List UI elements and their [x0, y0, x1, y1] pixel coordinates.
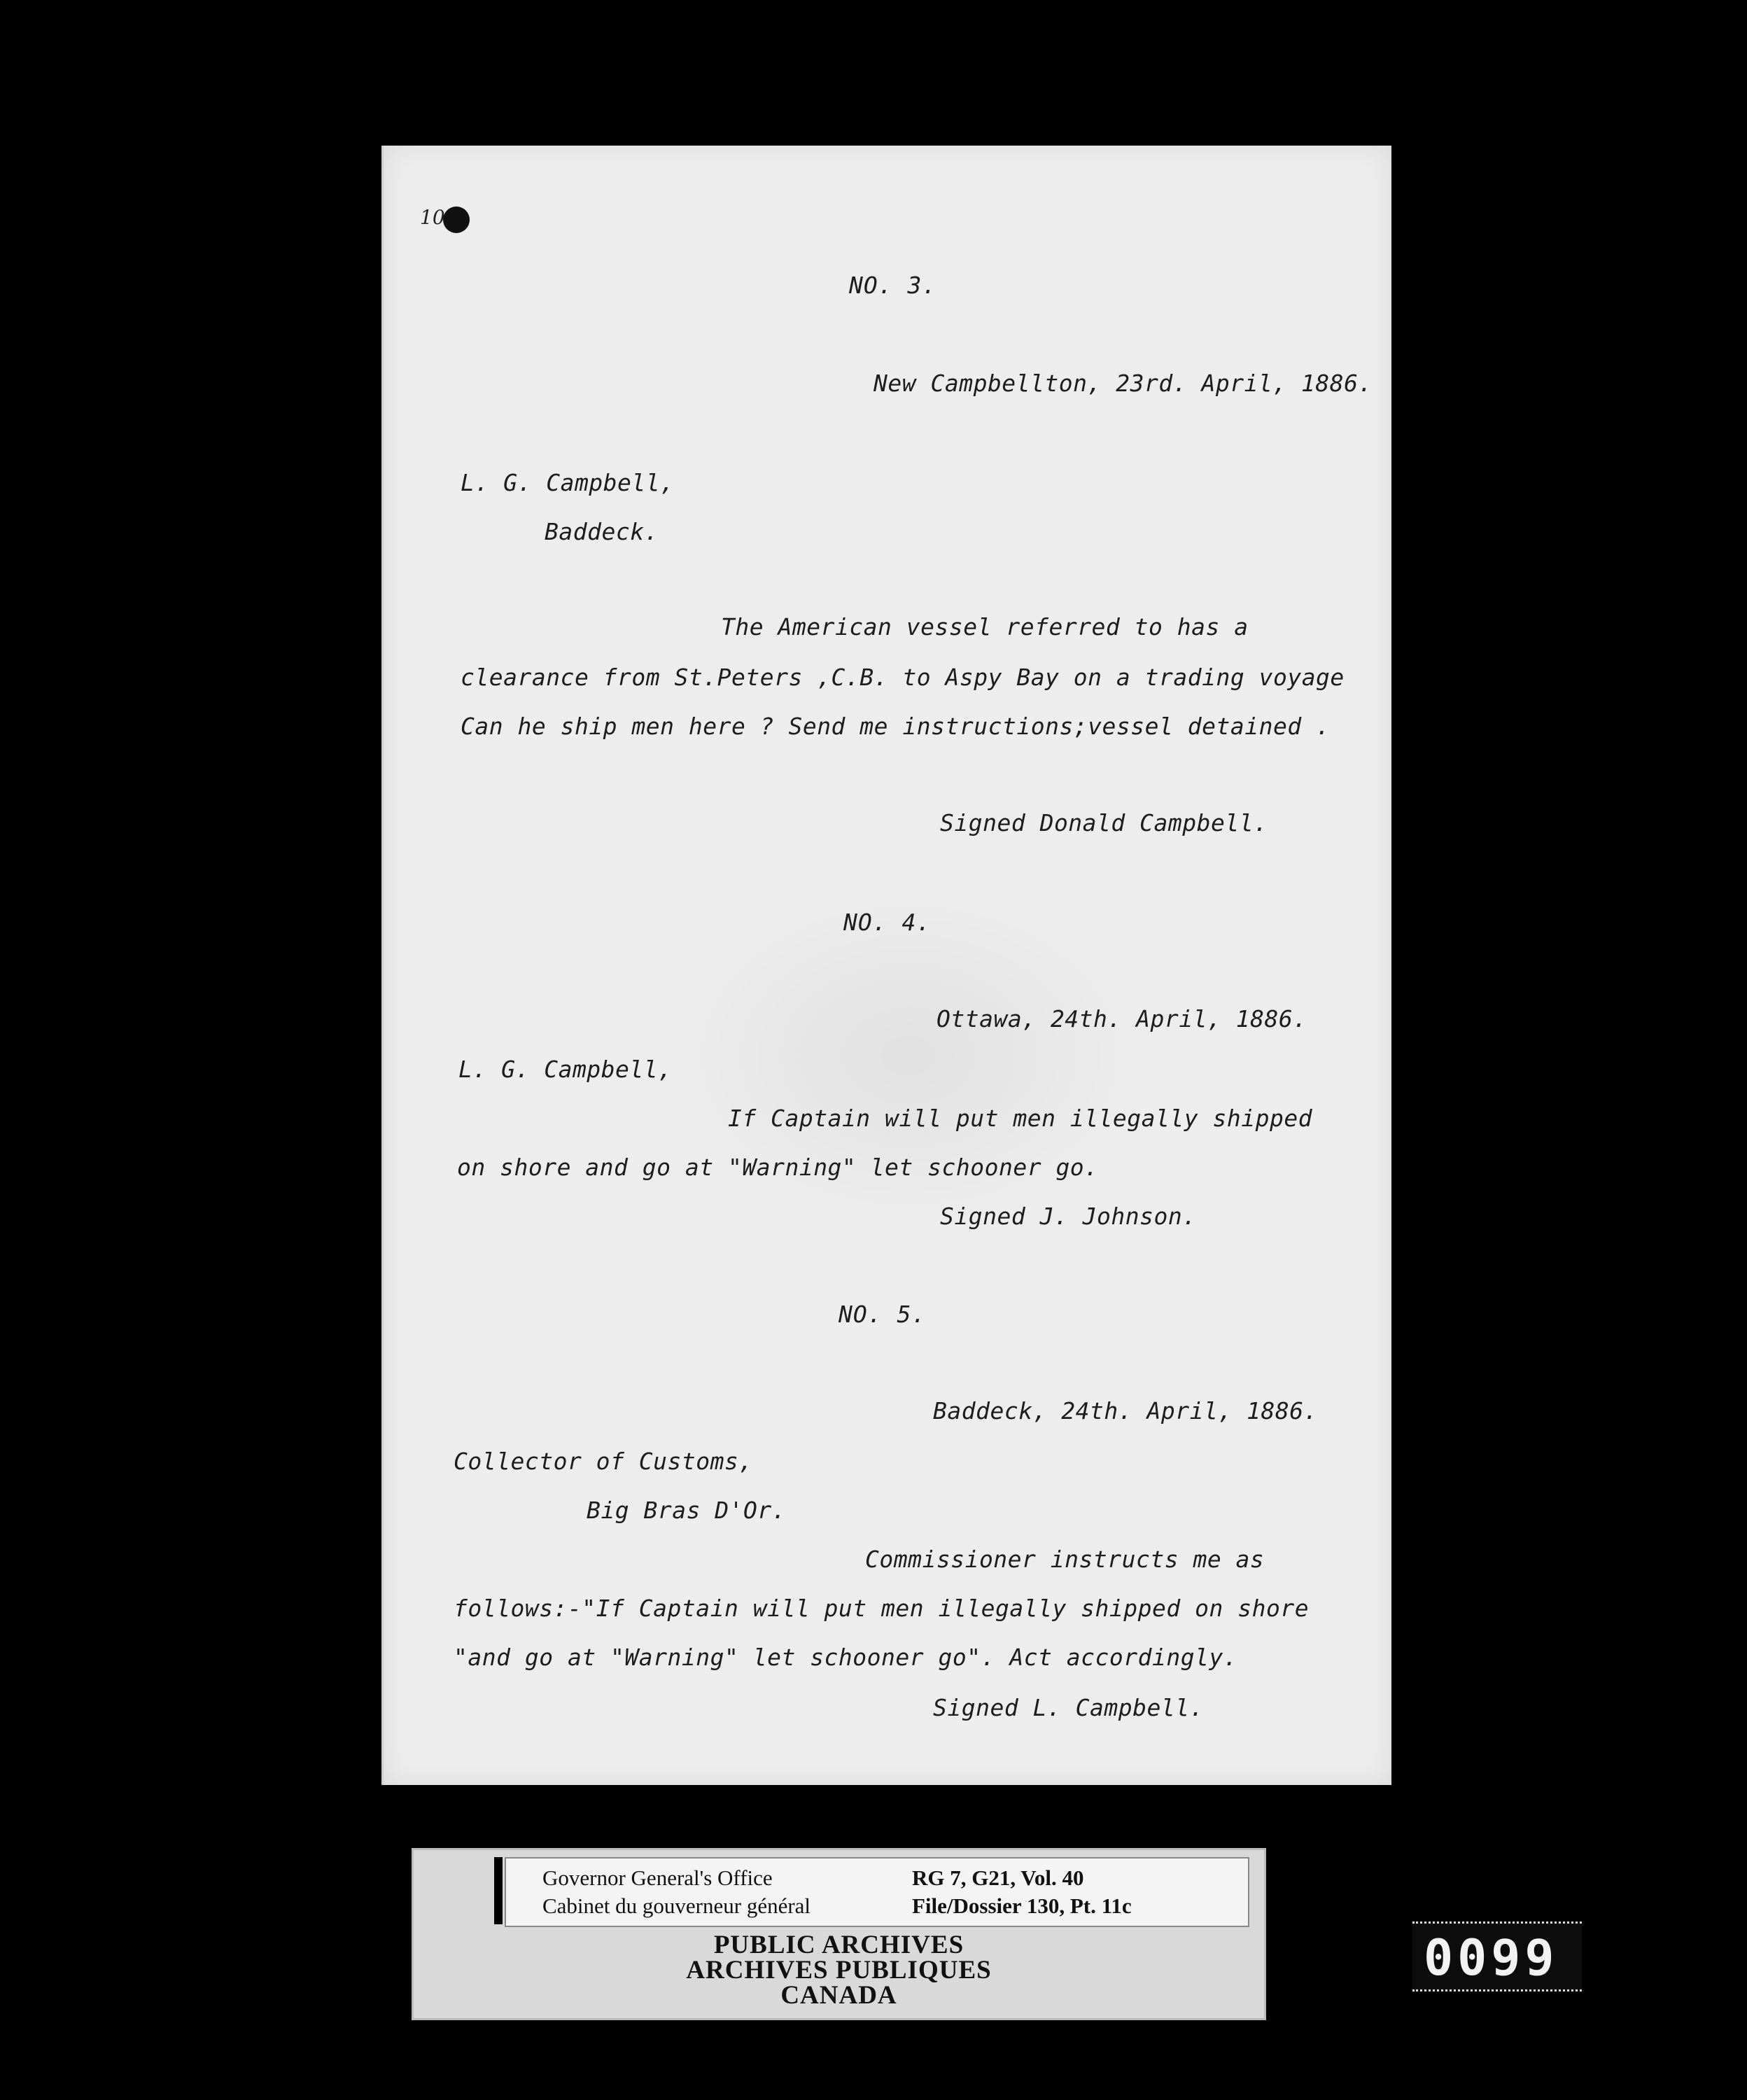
archive-reference-file: File/Dossier 130, Pt. 11c: [912, 1893, 1132, 1918]
frame-counter: [1412, 1921, 1582, 1991]
archive-reference-rg: RG 7, G21, Vol. 40: [912, 1865, 1084, 1890]
archive-name-french: ARCHIVES PUBLIQUES: [686, 1956, 992, 1984]
letter-5-body-line-1: Commissioner instructs me as: [865, 1546, 1265, 1573]
letter-4-body-line-2: on shore and go at "Warning" let schooner go.: [457, 1154, 1099, 1181]
archive-label: [412, 1848, 1266, 2020]
archive-country: CANADA: [780, 1981, 897, 2010]
letter-3-body-line-1: The American vessel referred to has a: [721, 613, 1249, 640]
letter-5-dateline: Baddeck, 24th. April, 1886.: [933, 1397, 1318, 1424]
letter-3-body-line-3: Can he ship men here ? Send me instructions;vessel detained .: [461, 713, 1331, 740]
margin-mark: 10: [420, 206, 445, 229]
frame-number: 0099: [1424, 1929, 1559, 1987]
office-french: Cabinet du gouverneur général: [542, 1893, 811, 1918]
letter-3-addressee: L. G. Campbell,: [461, 469, 675, 496]
office-english: Governor General's Office: [542, 1865, 773, 1890]
letter-5-heading: NO. 5.: [839, 1301, 927, 1328]
letter-4-dateline: Ottawa, 24th. April, 1886.: [936, 1005, 1307, 1032]
letter-3-place: Baddeck.: [545, 518, 659, 545]
letter-3-body-line-2: clearance from St.Peters ,C.B. to Aspy Bay on a trading voyage: [461, 664, 1345, 691]
archive-label-reference-box: [505, 1857, 1249, 1927]
letter-4-body-line-1: If Captain will put men illegally shipped: [728, 1105, 1313, 1132]
letter-5-place: Big Bras D'Or.: [587, 1497, 787, 1524]
letter-4-heading: NO. 4.: [843, 909, 932, 936]
letter-5-signature: Signed L. Campbell.: [933, 1694, 1204, 1721]
letter-3-signature: Signed Donald Campbell.: [940, 809, 1268, 836]
document-page: [381, 146, 1391, 1785]
archive-name-english: PUBLIC ARCHIVES: [713, 1931, 964, 1959]
letter-5-addressee: Collector of Customs,: [454, 1448, 753, 1475]
punch-hole: [443, 206, 470, 233]
letter-5-body-line-3: "and go at "Warning" let schooner go". Act accordingly.: [454, 1644, 1238, 1671]
letter-4-signature: Signed J. Johnson.: [940, 1203, 1197, 1230]
label-edge: [494, 1857, 503, 1924]
letter-4-addressee: L. G. Campbell,: [458, 1056, 673, 1083]
letter-3-heading: NO. 3.: [849, 272, 937, 299]
letter-3-dateline: New Campbellton, 23rd. April, 1886.: [874, 370, 1373, 397]
letter-5-body-line-2: follows:-"If Captain will put men illegally shipped on shore: [454, 1595, 1310, 1622]
